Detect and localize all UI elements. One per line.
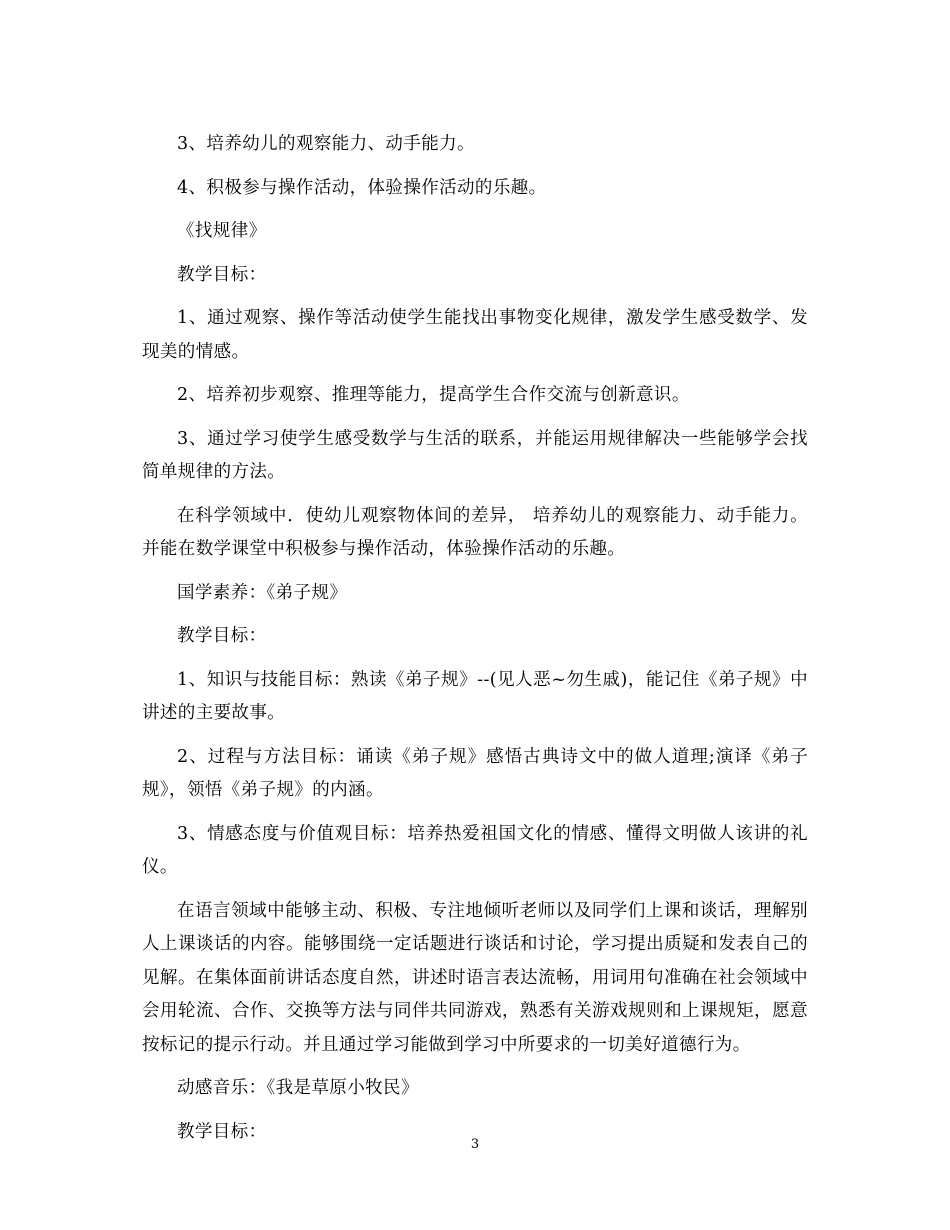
paragraph-dizigui-objective-2: 2、过程与方法目标：诵读《弟子规》感悟古典诗文中的做人道理;演译《弟子规》，领悟《弟子规》的内涵。 (142, 746, 808, 800)
paragraph-patterns-objective-2: 2、培养初步观察、推理等能力，提高学生合作交流与创新意识。 (177, 385, 690, 405)
section-title-dizigui: 国学素养：《弟子规》 (177, 582, 348, 603)
paragraph-language-domain: 在语言领域中能够主动、积极、专注地倾听老师以及同学们上课和谈话，理解别人上课谈话的内容。能够围绕一定话题进行谈话和讨论，学习提出质疑和发表自己的见解。在集体面前讲话态度自然，讲述时语言表达流畅，用词用句准确在社会领域中会用轮流、合作、交换等方法与同伴共同游戏，熟悉有关游戏规则和上课规矩，愿意按标记的提示行动。并且通过学习能做到学习中所要求的一切美好道德行为。 (142, 900, 808, 1055)
document-body (142, 128, 808, 1159)
heading-teaching-objectives: 教学目标： (177, 264, 267, 285)
heading-teaching-objectives: 教学目标： (177, 1121, 267, 1142)
page-number: 3 (470, 1137, 480, 1152)
paragraph-science-domain: 在科学领域中．使幼儿观察物体间的差异， 培养幼儿的观察能力、动手能力。并能在数学课堂中积极参与操作活动，体验操作活动的乐趣。 (142, 505, 808, 559)
paragraph-patterns-objective-1: 1、通过观察、操作等活动使学生能找出事物变化规律，激发学生感受数学、发现美的情感。 (142, 308, 808, 362)
paragraph-objective-4-participation: 4、积极参与操作活动，体验操作活动的乐趣。 (177, 177, 547, 198)
section-title-music: 动感音乐：《我是草原小牧民》 (177, 1078, 419, 1098)
paragraph-patterns-objective-3: 3、通过学习使学生感受数学与生活的联系，并能运用规律解决一些能够学会找简单规律的方法。 (142, 428, 808, 482)
heading-teaching-objectives: 教学目标： (177, 626, 267, 646)
section-title-find-patterns: 《找规律》 (177, 221, 267, 241)
paragraph-dizigui-objective-1: 1、知识与技能目标：熟读《弟子规》--(见人恶~勿生戚)，能记住《弟子规》中讲述的主要故事。 (142, 669, 808, 723)
paragraph-objective-3-observation: 3、培养幼儿的观察能力、动手能力。 (177, 134, 475, 154)
paragraph-dizigui-objective-3: 3、情感态度与价值观目标：培养热爱祖国文化的情感、懂得文明做人该讲的礼仪。 (142, 823, 808, 877)
